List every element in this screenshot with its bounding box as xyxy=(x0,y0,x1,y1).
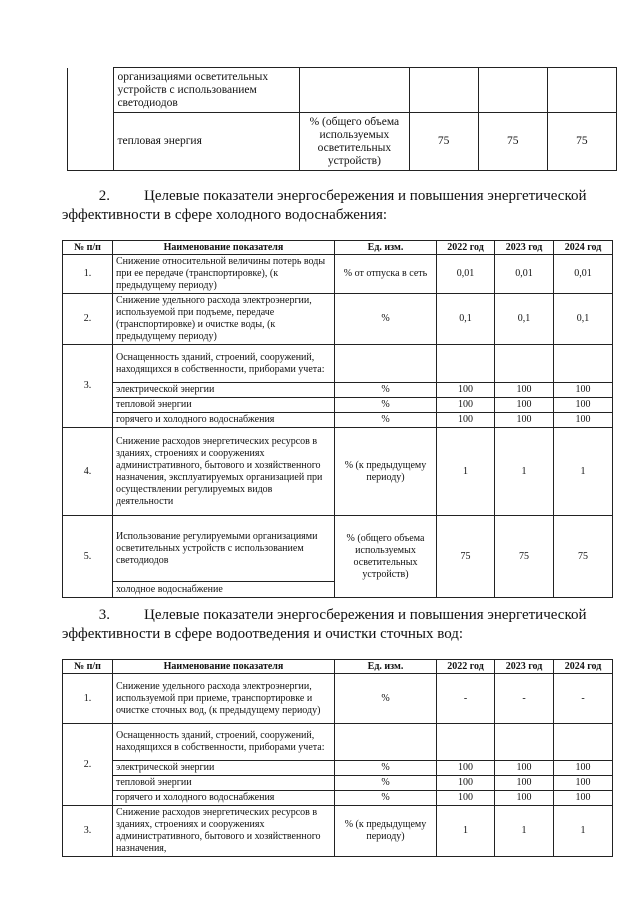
cell-2024: 100 xyxy=(554,776,613,791)
cell-name: Снижение удельного расхода электроэнергии, используемой при подъеме, передаче (транспортировке) и очистке воды, (к предыдущему периоду) xyxy=(113,294,335,345)
cell-unit: % от отпуска в сеть xyxy=(335,255,437,294)
cell-num: 4. xyxy=(63,428,113,516)
cell-name: Снижение удельного расхода электроэнергии, используемой при приеме, транспортировке и очистке сточных вод, (к предыдущему периоду) xyxy=(113,674,335,724)
cell-2023: 100 xyxy=(495,761,554,776)
table-header-row xyxy=(63,660,613,674)
cell-2024: - xyxy=(554,674,613,724)
section-3-heading xyxy=(62,606,622,644)
cell-name: горячего и холодного водоснабжения xyxy=(113,791,335,806)
cell-2024 xyxy=(547,68,616,113)
header-2022: 2022 год xyxy=(437,660,495,674)
cell-unit: % (к предыдущему периоду) xyxy=(335,428,437,516)
section-number: 3. xyxy=(98,607,110,623)
cell-unit: % xyxy=(335,383,437,398)
cell-2022: 100 xyxy=(437,398,495,413)
header-name: Наименование показателя xyxy=(113,241,335,255)
cell-name: тепловой энергии xyxy=(113,398,335,413)
header-2023: 2023 год xyxy=(495,241,554,255)
cell-name: Оснащенность зданий, строений, сооружений, находящихся в собственности, приборами учета: xyxy=(113,345,335,383)
cell-2023: 0,1 xyxy=(495,294,554,345)
cell-2023 xyxy=(495,724,554,761)
cell-num: 3. xyxy=(63,345,113,428)
cell-2024: 1 xyxy=(554,806,613,857)
cell-name: электрической энергии xyxy=(113,761,335,776)
cell-unit: % (общего объема используемых осветительных устройств) xyxy=(335,516,437,598)
cell-num: 5. xyxy=(63,516,113,598)
cell-name: холодное водоснабжение xyxy=(113,582,335,598)
table-row xyxy=(68,113,617,171)
table-top xyxy=(67,67,617,171)
cell-unit xyxy=(335,345,437,383)
cell-unit: % xyxy=(335,761,437,776)
cell-2022: 75 xyxy=(437,516,495,598)
table-row xyxy=(63,345,613,383)
cell-2023: 1 xyxy=(495,806,554,857)
cell-2024: 75 xyxy=(554,516,613,598)
header-2024: 2024 год xyxy=(554,241,613,255)
cell-2024: 100 xyxy=(554,383,613,398)
header-num: № п/п xyxy=(63,241,113,255)
cell-2022: 1 xyxy=(437,428,495,516)
cell-num xyxy=(68,113,114,171)
cell-num: 2. xyxy=(63,294,113,345)
cell-2022: 1 xyxy=(437,806,495,857)
cell-2024 xyxy=(554,345,613,383)
cell-name: электрической энергии xyxy=(113,383,335,398)
header-name: Наименование показателя xyxy=(113,660,335,674)
cell-unit: % xyxy=(335,791,437,806)
table-cold-water xyxy=(62,240,613,598)
table-row xyxy=(63,806,613,857)
cell-num xyxy=(68,68,114,113)
cell-2023: 100 xyxy=(495,383,554,398)
cell-2023: 0,01 xyxy=(495,255,554,294)
cell-2024: 100 xyxy=(554,761,613,776)
cell-2024: 100 xyxy=(554,398,613,413)
cell-2023: 75 xyxy=(478,113,547,171)
section-title: Целевые показатели энергосбережения и повышения энергетической эффективности в сфере холодного водоснабжения: xyxy=(62,188,587,223)
table-row xyxy=(63,724,613,761)
table-row xyxy=(63,674,613,724)
cell-unit: % (общего объема используемых осветительных устройств) xyxy=(300,113,409,171)
cell-2023: 75 xyxy=(495,516,554,598)
table-row xyxy=(63,516,613,582)
cell-2022 xyxy=(409,68,478,113)
cell-num: 1. xyxy=(63,674,113,724)
cell-name: Снижение расходов энергетических ресурсов в зданиях, строениях и сооружениях административного, бытового и хозяйственного назначения, xyxy=(113,806,335,857)
cell-2022: 0,01 xyxy=(437,255,495,294)
table-subrow xyxy=(63,413,613,428)
table-subrow xyxy=(63,383,613,398)
cell-2023: 1 xyxy=(495,428,554,516)
cell-name: Оснащенность зданий, строений, сооружений, находящихся в собственности, приборами учета: xyxy=(113,724,335,761)
cell-2023: 100 xyxy=(495,791,554,806)
table-subrow xyxy=(63,776,613,791)
cell-unit: % xyxy=(335,398,437,413)
cell-num: 2. xyxy=(63,724,113,806)
cell-unit xyxy=(335,724,437,761)
cell-2022 xyxy=(437,345,495,383)
cell-2023: 100 xyxy=(495,398,554,413)
table-row xyxy=(63,255,613,294)
cell-name: горячего и холодного водоснабжения xyxy=(113,413,335,428)
cell-unit: % xyxy=(335,674,437,724)
section-number: 2. xyxy=(98,188,110,204)
cell-name: организациями осветительных устройств с использованием светодиодов xyxy=(114,68,300,113)
header-unit: Ед. изм. xyxy=(335,660,437,674)
table-subrow xyxy=(63,398,613,413)
cell-name: тепловая энергия xyxy=(114,113,300,171)
table-sewage xyxy=(62,659,613,857)
cell-2024: 75 xyxy=(547,113,616,171)
cell-name: Использование регулируемыми организациями осветительных устройств с использованием светодиодов xyxy=(113,516,335,582)
cell-name: Снижение расходов энергетических ресурсов в зданиях, строениях и сооружениях административного, бытового и хозяйственного назначения, эксплуатируемых организацией при осуществлении регулируемых видов деятельности xyxy=(113,428,335,516)
cell-2024: 0,01 xyxy=(554,255,613,294)
header-2022: 2022 год xyxy=(437,241,495,255)
cell-num: 1. xyxy=(63,255,113,294)
cell-2022: 0,1 xyxy=(437,294,495,345)
cell-2023: 100 xyxy=(495,776,554,791)
table-header-row xyxy=(63,241,613,255)
cell-2024: 100 xyxy=(554,791,613,806)
header-2024: 2024 год xyxy=(554,660,613,674)
table-subrow xyxy=(63,761,613,776)
header-unit: Ед. изм. xyxy=(335,241,437,255)
cell-name: Снижение относительной величины потерь воды при ее передаче (транспортировке), (к предыдущему периоду) xyxy=(113,255,335,294)
table-subrow xyxy=(63,791,613,806)
cell-2022: 75 xyxy=(409,113,478,171)
cell-name: тепловой энергии xyxy=(113,776,335,791)
cell-2024: 1 xyxy=(554,428,613,516)
cell-unit: % (к предыдущему периоду) xyxy=(335,806,437,857)
cell-num: 3. xyxy=(63,806,113,857)
cell-2024: 100 xyxy=(554,413,613,428)
cell-2022 xyxy=(437,724,495,761)
cell-unit: % xyxy=(335,776,437,791)
cell-2023: 100 xyxy=(495,413,554,428)
cell-2024 xyxy=(554,724,613,761)
table-row xyxy=(63,428,613,516)
cell-2022: 100 xyxy=(437,791,495,806)
section-2-heading xyxy=(62,187,622,225)
cell-2023: - xyxy=(495,674,554,724)
cell-2022: 100 xyxy=(437,383,495,398)
cell-2022: 100 xyxy=(437,761,495,776)
cell-2024: 0,1 xyxy=(554,294,613,345)
header-2023: 2023 год xyxy=(495,660,554,674)
cell-unit xyxy=(300,68,409,113)
table-row xyxy=(68,68,617,113)
cell-unit: % xyxy=(335,413,437,428)
cell-2023 xyxy=(478,68,547,113)
cell-2022: - xyxy=(437,674,495,724)
cell-unit: % xyxy=(335,294,437,345)
header-num: № п/п xyxy=(63,660,113,674)
table-row xyxy=(63,294,613,345)
cell-2022: 100 xyxy=(437,413,495,428)
cell-2022: 100 xyxy=(437,776,495,791)
section-title: Целевые показатели энергосбережения и повышения энергетической эффективности в сфере водоотведения и очистки сточных вод: xyxy=(62,607,587,642)
cell-2023 xyxy=(495,345,554,383)
